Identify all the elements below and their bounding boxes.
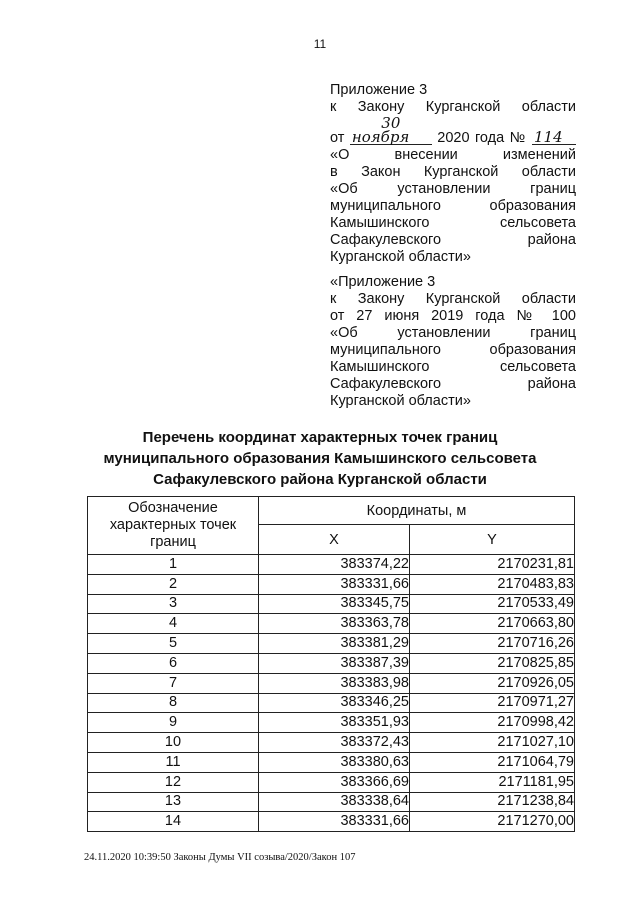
point-number: 12 <box>88 772 259 792</box>
coord-x: 383331,66 <box>259 574 410 594</box>
annex-line: к Закону Курганской области <box>330 99 576 115</box>
point-number: 6 <box>88 653 259 673</box>
table-row <box>88 634 575 654</box>
coord-y: 2170231,81 <box>410 555 575 575</box>
annex-line: к Закону Курганской области <box>330 291 576 307</box>
coord-x: 383338,64 <box>259 792 410 812</box>
table-row <box>88 673 575 693</box>
table-row <box>88 752 575 772</box>
document-title <box>60 427 580 490</box>
footer-stamp: 24.11.2020 10:39:50 Законы Думы VII созыва/2020/Закон 107 <box>84 852 356 863</box>
table-row <box>88 653 575 673</box>
annex-line: «Приложение 3 <box>330 274 436 290</box>
table-row <box>88 693 575 713</box>
handwritten-date: 30 ноября <box>350 116 432 145</box>
annex-line: «Об установлении границ <box>330 325 576 341</box>
page-number: 11 <box>313 37 327 51</box>
coord-x: 383387,39 <box>259 653 410 673</box>
coord-y: 2170716,26 <box>410 634 575 654</box>
table-row <box>88 555 575 575</box>
title-line: Перечень координат характерных точек границ <box>142 429 498 446</box>
annex-line: «О внесении изменений <box>330 147 576 163</box>
annex-line: Приложение 3 <box>330 82 428 98</box>
annex-line: Сафакулевского района <box>330 232 576 248</box>
table-body <box>88 555 575 832</box>
coord-y: 2170971,27 <box>410 693 575 713</box>
point-number: 1 <box>88 555 259 575</box>
point-number: 13 <box>88 792 259 812</box>
annex-line: Камышинского сельсовета <box>330 215 576 231</box>
coord-y: 2171270,00 <box>410 812 575 832</box>
point-number: 7 <box>88 673 259 693</box>
coord-y: 2171181,95 <box>410 772 575 792</box>
title-line: Сафакулевского района Курганской области <box>153 471 487 488</box>
coord-y: 2170663,80 <box>410 614 575 634</box>
coord-x: 383381,29 <box>259 634 410 654</box>
annex-line: «Об установлении границ <box>330 181 576 197</box>
annex-line: от 27 июня 2019 года № 100 <box>330 308 576 324</box>
annex-header <box>330 82 576 266</box>
header-x: X <box>259 525 410 555</box>
point-number: 3 <box>88 594 259 614</box>
point-number: 8 <box>88 693 259 713</box>
coord-y: 2170926,05 <box>410 673 575 693</box>
header-y: Y <box>410 525 575 555</box>
coord-x: 383331,66 <box>259 812 410 832</box>
annex-year: 2020 года № <box>437 130 527 146</box>
table-row <box>88 792 575 812</box>
annex-date-line <box>330 116 576 147</box>
coord-x: 383346,25 <box>259 693 410 713</box>
coord-y: 2170998,42 <box>410 713 575 733</box>
coord-x: 383380,63 <box>259 752 410 772</box>
header-coordinates: Координаты, м <box>259 497 575 525</box>
annex-line: муниципального образования <box>330 342 576 358</box>
coord-x: 383351,93 <box>259 713 410 733</box>
coord-y: 2170825,85 <box>410 653 575 673</box>
annex-line: муниципального образования <box>330 198 576 214</box>
point-number: 5 <box>88 634 259 654</box>
coord-y: 2171238,84 <box>410 792 575 812</box>
annex-line: Камышинского сельсовета <box>330 359 576 375</box>
coord-y: 2171064,79 <box>410 752 575 772</box>
table-row <box>88 713 575 733</box>
table-row <box>88 574 575 594</box>
coord-y: 2171027,10 <box>410 733 575 753</box>
coord-x: 383366,69 <box>259 772 410 792</box>
coord-x: 383374,22 <box>259 555 410 575</box>
annex-line: Сафакулевского района <box>330 376 576 392</box>
title-line: муниципального образования Камышинского сельсовета <box>103 450 537 467</box>
table-row <box>88 594 575 614</box>
coord-x: 383383,98 <box>259 673 410 693</box>
coord-y: 2170483,83 <box>410 574 575 594</box>
annex-line: в Закон Курганской области <box>330 164 576 180</box>
point-number: 9 <box>88 713 259 733</box>
annex-from: от <box>330 130 345 146</box>
coord-x: 383372,43 <box>259 733 410 753</box>
annex-line: Курганской области» <box>330 249 471 265</box>
point-number: 4 <box>88 614 259 634</box>
coordinates-table <box>87 496 575 832</box>
point-number: 11 <box>88 752 259 772</box>
table-row <box>88 812 575 832</box>
table-row <box>88 772 575 792</box>
table-row <box>88 733 575 753</box>
handwritten-number: 114 <box>532 130 576 145</box>
header-point-designation: Обозначение характерных точек границ <box>88 497 259 555</box>
table-row <box>88 614 575 634</box>
coord-x: 383363,78 <box>259 614 410 634</box>
coord-x: 383345,75 <box>259 594 410 614</box>
point-number: 2 <box>88 574 259 594</box>
annex-quoted <box>330 274 576 410</box>
coord-y: 2170533,49 <box>410 594 575 614</box>
annex-line: Курганской области» <box>330 393 471 409</box>
point-number: 10 <box>88 733 259 753</box>
point-number: 14 <box>88 812 259 832</box>
